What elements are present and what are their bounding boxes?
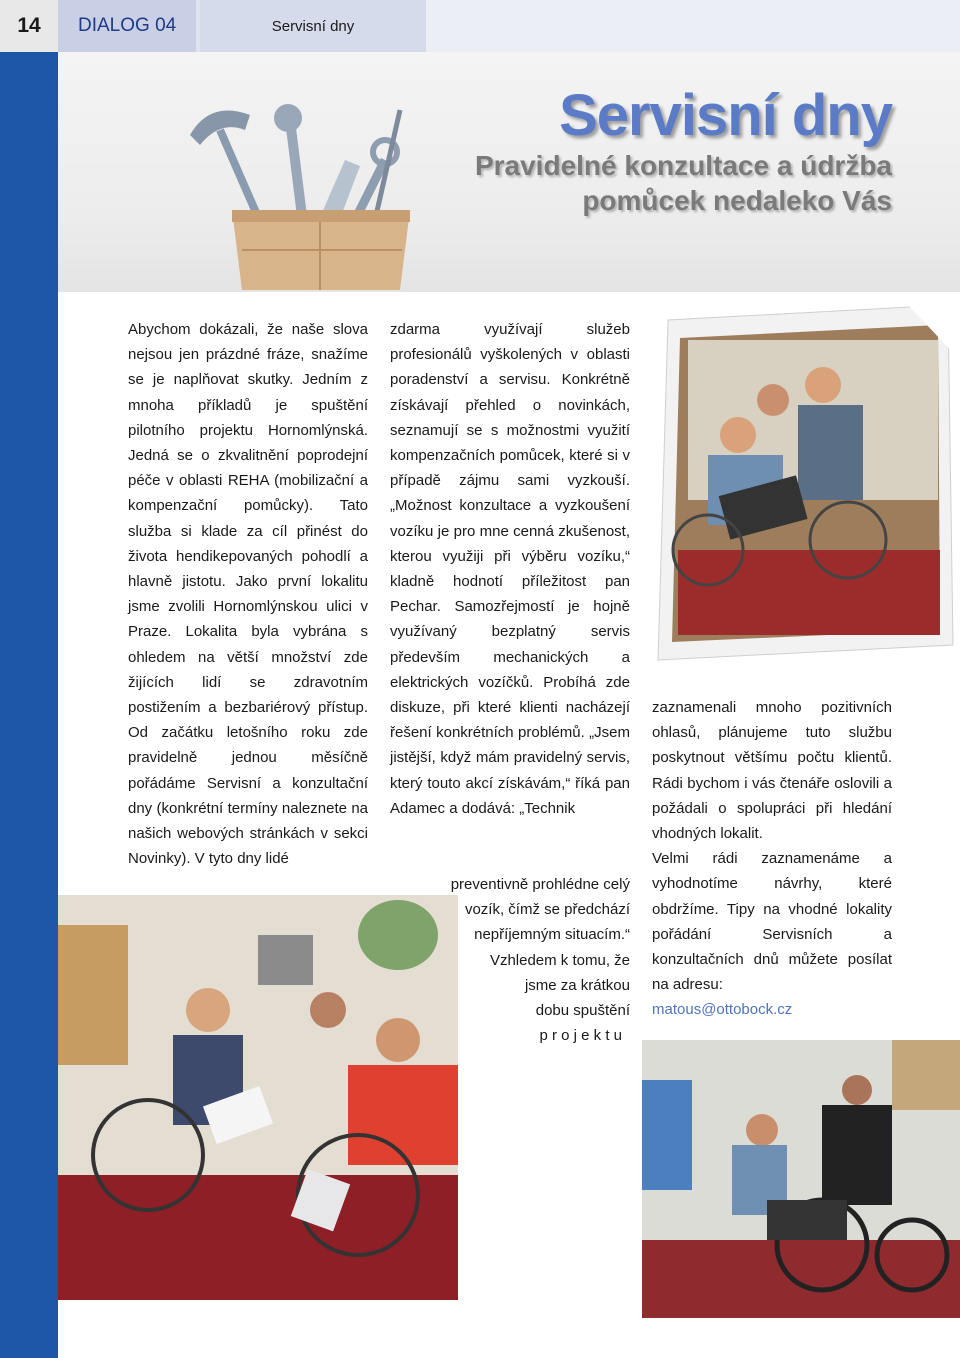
text-line: nepříjemným situacím.“ [474, 926, 630, 944]
text-line: p r o j e k t u [539, 1027, 622, 1045]
paragraph: zdarma využívají služeb profesionálů vyškolených v oblasti poradenství a servisu. Konkrétně získávají přehled o novinkách, seznamují se s možnostmi využití kompenzačních pomůcek, které si v případě zájmu sami vyzkouší. „Možnost konzultace a vyzkoušení vozíku je pro mne cenná zkušenost, kterou využiji při výběru vozíku,“ kladně hodnotí příležitost pan Pechar. Samozřejmostí je hojně využívaný bezplatný servis především mechanických a elektrických vozíčků. Probíhá zde diskuze, při které klienti nacházejí řešení konkrétních problémů. „Jsem jistější, když mám pravidelný servis, který touto akcí získávám,“ říká pan Adamec a dodává: „Technik [390, 321, 630, 817]
photo-men-with-laptop [648, 300, 960, 665]
text-line: vozík, čímž se předchází [464, 901, 630, 919]
left-color-bar [0, 52, 58, 1358]
text-line: Vzhledem k tomu, že [489, 951, 630, 969]
paragraph: Abychom dokázali, že naše slova nejsou jen prázdné fráze, snažíme se je naplňovat skutky. Jedním z mnoha příkladů je spuštění pilotního projektu Hornomlýnská. Jedná se o zkvalitnění poprodejní péče v oblasti REHA (mobilizační a kompenzační pomůcky). Tato služba si klade za cíl přinést do života hendikepovaných pohodlí a hlavně jistotu. Jako první lokalitu jsme zvolili Hornomlýnskou ulici v Praze. Lokalita byla vybrána s ohledem na větší množství zde žijících lidí se zdravotním postižením a bezbariérový přístup. Od začátku letošního roku zde pravidelně jednou měsíčně pořádáme Servisní a konzultační dny (konkrétní termíny naleznete na našich webových stránkách v sekci Novinky). V tyto dny lidé [128, 321, 368, 868]
article-subtitle: Pravidelné konzultace a údržba pomůcek nedaleko Vás [474, 150, 892, 216]
paragraph: zaznamenali mnoho pozitivních ohlasů, plánujeme tuto službu poskytnout většímu počtu klientů. Rádi bychom i vás čtenáře oslovili a požádali o spolupráci při hledání vhodných lokalit. [652, 699, 892, 843]
photo-consultation-room [58, 895, 458, 1300]
page-number: 14 [0, 0, 58, 52]
top-bar-filler [426, 0, 960, 52]
magazine-name: DIALOG 04 [58, 0, 196, 52]
text-line: dobu spuštění [535, 1002, 630, 1020]
text-column-1 [128, 317, 368, 871]
text-line: jsme za krátkou [524, 976, 630, 994]
photo-wheelchair-service [642, 1040, 960, 1318]
section-name: Servisní dny [200, 0, 426, 52]
paragraph: Velmi rádi zaznamenáme a vyhodnotíme návrhy, které obdržíme. Tipy na vhodné lokality pořádání Servisních a konzultačních dnů můžete posílat na adresu: [652, 850, 892, 994]
article-title: Servisní dny [559, 83, 892, 148]
text-column-2 [390, 317, 630, 821]
text-column-3 [652, 695, 892, 1023]
text-line: preventivně prohlédne celý [450, 876, 630, 893]
email-link[interactable]: matous@ottobock.cz [652, 1001, 793, 1019]
